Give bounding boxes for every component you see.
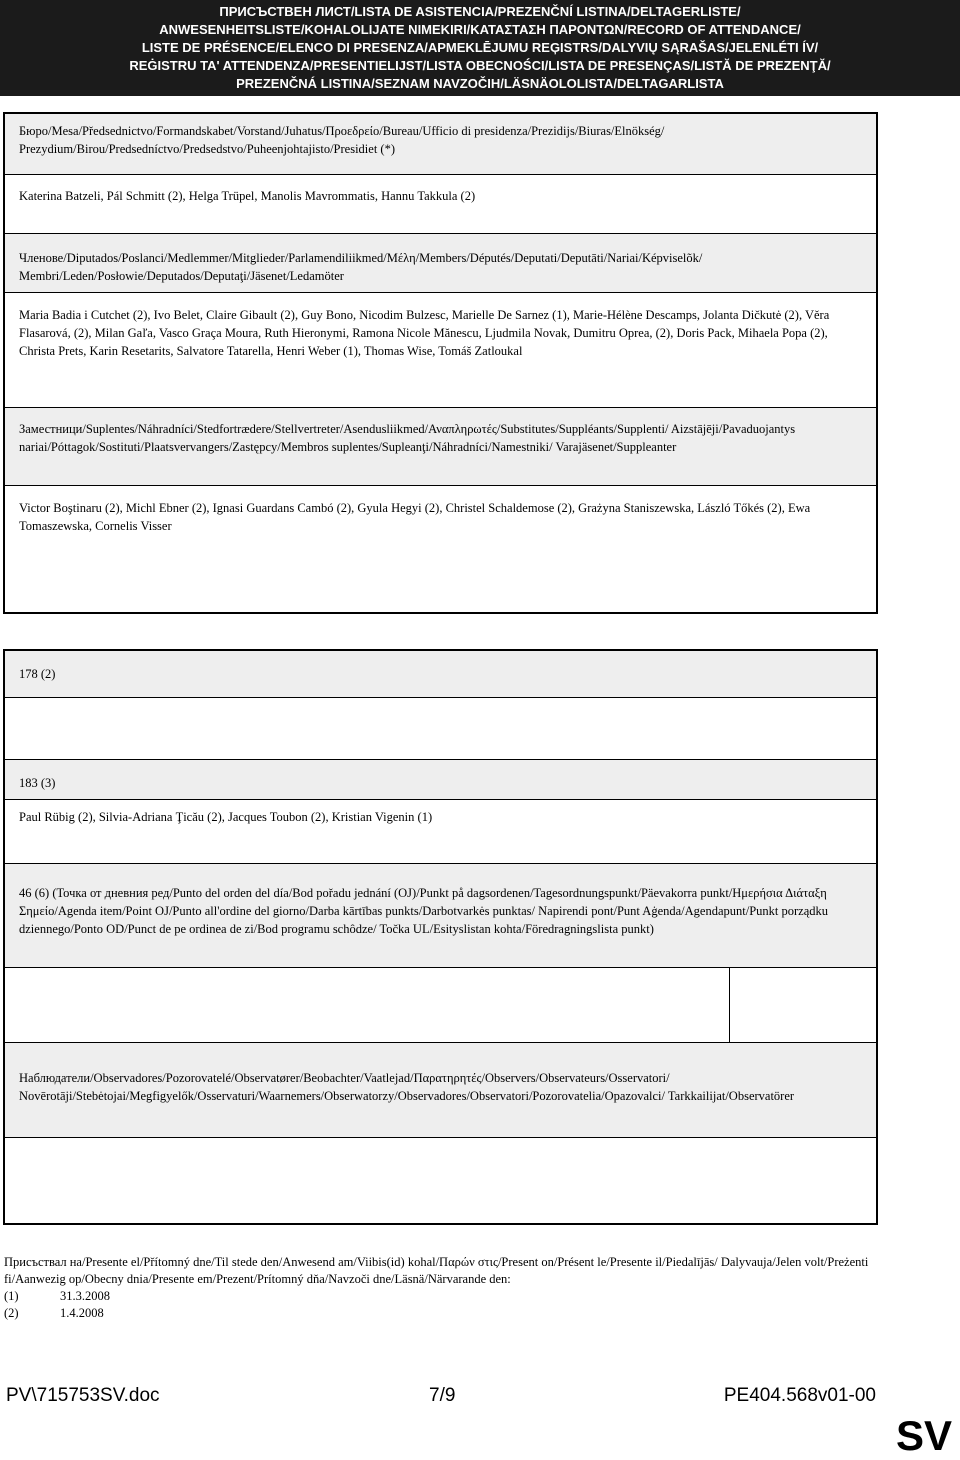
document-reference: PV\715753SV.doc	[6, 1385, 160, 1406]
page-footer	[6, 1385, 876, 1415]
rule178-names-section	[5, 697, 876, 759]
attendance-box-rules	[3, 649, 878, 1225]
date-value: 31.3.2008	[60, 1289, 110, 1303]
date-number: (2)	[4, 1306, 19, 1320]
agenda-item-side-cell	[730, 968, 876, 1042]
bureau-label: Бюро/Mesa/Předsednictvo/Formandskabet/Vorstand/Juhatus/Προεδρείο/Bureau/Ufficio di presidenza/Prezidijs/Biuras/Elnökség/ Prezydium/Birou/Predsedníctvo/Predsedstvo/Puheenjohtajisto/Presidiet (*)	[19, 124, 665, 156]
pe-reference: PE404.568v01-00	[723, 1385, 876, 1406]
agenda-item-cell	[5, 968, 730, 1042]
agenda-item-section	[5, 967, 876, 1042]
dates-list	[4, 1288, 904, 1322]
header-line: ПРИСЪСТВЕН ЛИСТ/LISTA DE ASISTENCIA/PREZENČNÍ LISTINA/DELTAGERLISTE/	[219, 4, 741, 19]
observers-names-section	[5, 1137, 876, 1223]
substitutes-names: Victor Boştinaru (2), Michl Ebner (2), Ignasi Guardans Cambó (2), Gyula Hegyi (2), Christel Schaldemose (2), Grażyna Staniszewska, László Tőkés (2), Ewa Tomaszewska, Cornelis Visser	[19, 501, 811, 533]
substitutes-names-section	[5, 485, 876, 612]
attendance-header	[0, 0, 960, 96]
agenda-label: 46 (6) (Точка от дневния ред/Punto del orden del día/Bod pořadu jednání (OJ)/Punkt på dagsordenen/Tagesordnungspunkt/Päevakorra punkt/Ημερήσια Διάταξη Σημείο/Agenda item/Point OJ/Punto all'ordine del giorno/Darba kārtības punkts/Darbotvarkės punktas/ Napirendi pont/Punt Aġenda/Agendapunt/Punkt porządku dziennego/Ponto OD/Punct de pe ordinea de zi/Bod programu schôdze/ Točka UL/Esityslistan kohta/Föredragningslista punkt)	[19, 886, 829, 936]
rule178-label: 178 (2)	[19, 667, 56, 681]
rule183-label-section	[5, 759, 876, 799]
members-names-section	[5, 292, 876, 407]
page-number: 7/9	[429, 1385, 456, 1406]
bureau-names-section	[5, 174, 876, 233]
observers-label-section	[5, 1042, 876, 1137]
bureau-names: Katerina Batzeli, Pál Schmitt (2), Helga Trüpel, Manolis Mavrommatis, Hannu Takkula (2)	[19, 189, 476, 203]
substitutes-label-section	[5, 407, 876, 485]
rule183-names: Paul Rübig (2), Silvia-Adriana Ţicău (2), Jacques Toubon (2), Kristian Vigenin (1)	[19, 810, 433, 824]
header-line: LISTE DE PRÉSENCE/ELENCO DI PRESENZA/APMEKLĒJUMU REĢISTRS/DALYVIŲ SĄRAŠAS/JELENLÉTI ÍV/	[141, 40, 819, 55]
date-row	[4, 1305, 904, 1322]
bureau-label-section	[5, 114, 876, 174]
language-code: SV	[895, 1412, 952, 1459]
header-line: PREZENČNÁ LISTINA/SEZNAM NAVZOČIH/LÄSNÄOLOLISTA/DELTAGARLISTA	[236, 76, 724, 91]
date-row	[4, 1288, 904, 1305]
rule183-names-section	[5, 799, 876, 863]
header-line: REĠISTRU TA' ATTENDENZA/PRESENTIELIJST/LISTA OBECNOŚCI/LISTA DE PRESENÇAS/LISTĂ DE PREZENŢĂ/	[129, 58, 831, 73]
rule178-label-section	[5, 651, 876, 697]
rule183-label: 183 (3)	[19, 776, 56, 790]
observers-label: Наблюдатели/Observadores/Pozorovatelé/Observatører/Beobachter/Vaatlejad/Παρατηρητές/Observers/Observateurs/Osservatori/ Novērotāji/Stebėtojai/Megfigyelők/Osservaturi/Waarnemers/Obserwatorzy/Observadores/Observatori/Pozorovatelia/Opazovalci/ Tarkkailijat/Observatörer	[19, 1071, 795, 1103]
attendance-box-main	[3, 112, 878, 614]
date-value: 1.4.2008	[60, 1306, 104, 1320]
members-label: Членове/Diputados/Poslanci/Medlemmer/Mitglieder/Parlamendiliikmed/Μέλη/Members/Députés/Deputati/Deputāti/Nariai/Képviselõk/ Membri/Leden/Posłowie/Deputados/Deputaţi/Jäsenet/Ledamöter	[19, 251, 703, 283]
present-on-section	[4, 1254, 904, 1322]
present-on-label: Присъствал на/Presente el/Přítomný dne/Til stede den/Anwesend am/Viibis(id) kohal/Παρών στις/Present on/Présent le/Presente il/Piedalījās/ Dalyvauja/Jelen volt/Preżenti fi/Aanwezig op/Obecny dnia/Presente em/Prezent/Prítomný dňa/Navzoči dne/Läsnä/Närvarande den:	[4, 1255, 869, 1286]
header-line: ANWESENHEITSLISTE/KOHALOLIJATE NIMEKIRI/ΚΑΤΑΣΤΑΣΗ ΠΑΡΟΝΤΩΝ/RECORD OF ATTENDANCE/	[159, 22, 801, 37]
agenda-label-section	[5, 863, 876, 967]
substitutes-label: Заместници/Suplentes/Náhradníci/Stedfortrædere/Stellvertreter/Asendusliikmed/Αναπληρωτές/Substitutes/Suppléants/Supplenti/ Aizstājēji/Pavaduojantys nariai/Póttagok/Sostituti/Plaatsvervangers/Zastępcy/Membros suplentes/Supleanţi/Náhradníci/Namestniki/ Varajäsenet/Suppleanter	[19, 422, 796, 454]
date-number: (1)	[4, 1289, 19, 1303]
members-names: Maria Badia i Cutchet (2), Ivo Belet, Claire Gibault (2), Guy Bono, Nicodim Bulzesc, Marielle De Sarnez (1), Marie-Hélène Descamps, Jolanta Dičkutė (2), Věra Flasarová, (2), Milan Gaľa, Vasco Graça Moura, Ruth Hieronymi, Ramona Nicole Mănescu, Ljudmila Novak, Dumitru Oprea, (2), Doris Pack, Mihaela Popa (2), Christa Prets, Karin Resetarits, Salvatore Tatarella, Henri Weber (1), Thomas Wise, Tomáš Zatloukal	[19, 308, 830, 358]
members-label-section	[5, 233, 876, 292]
